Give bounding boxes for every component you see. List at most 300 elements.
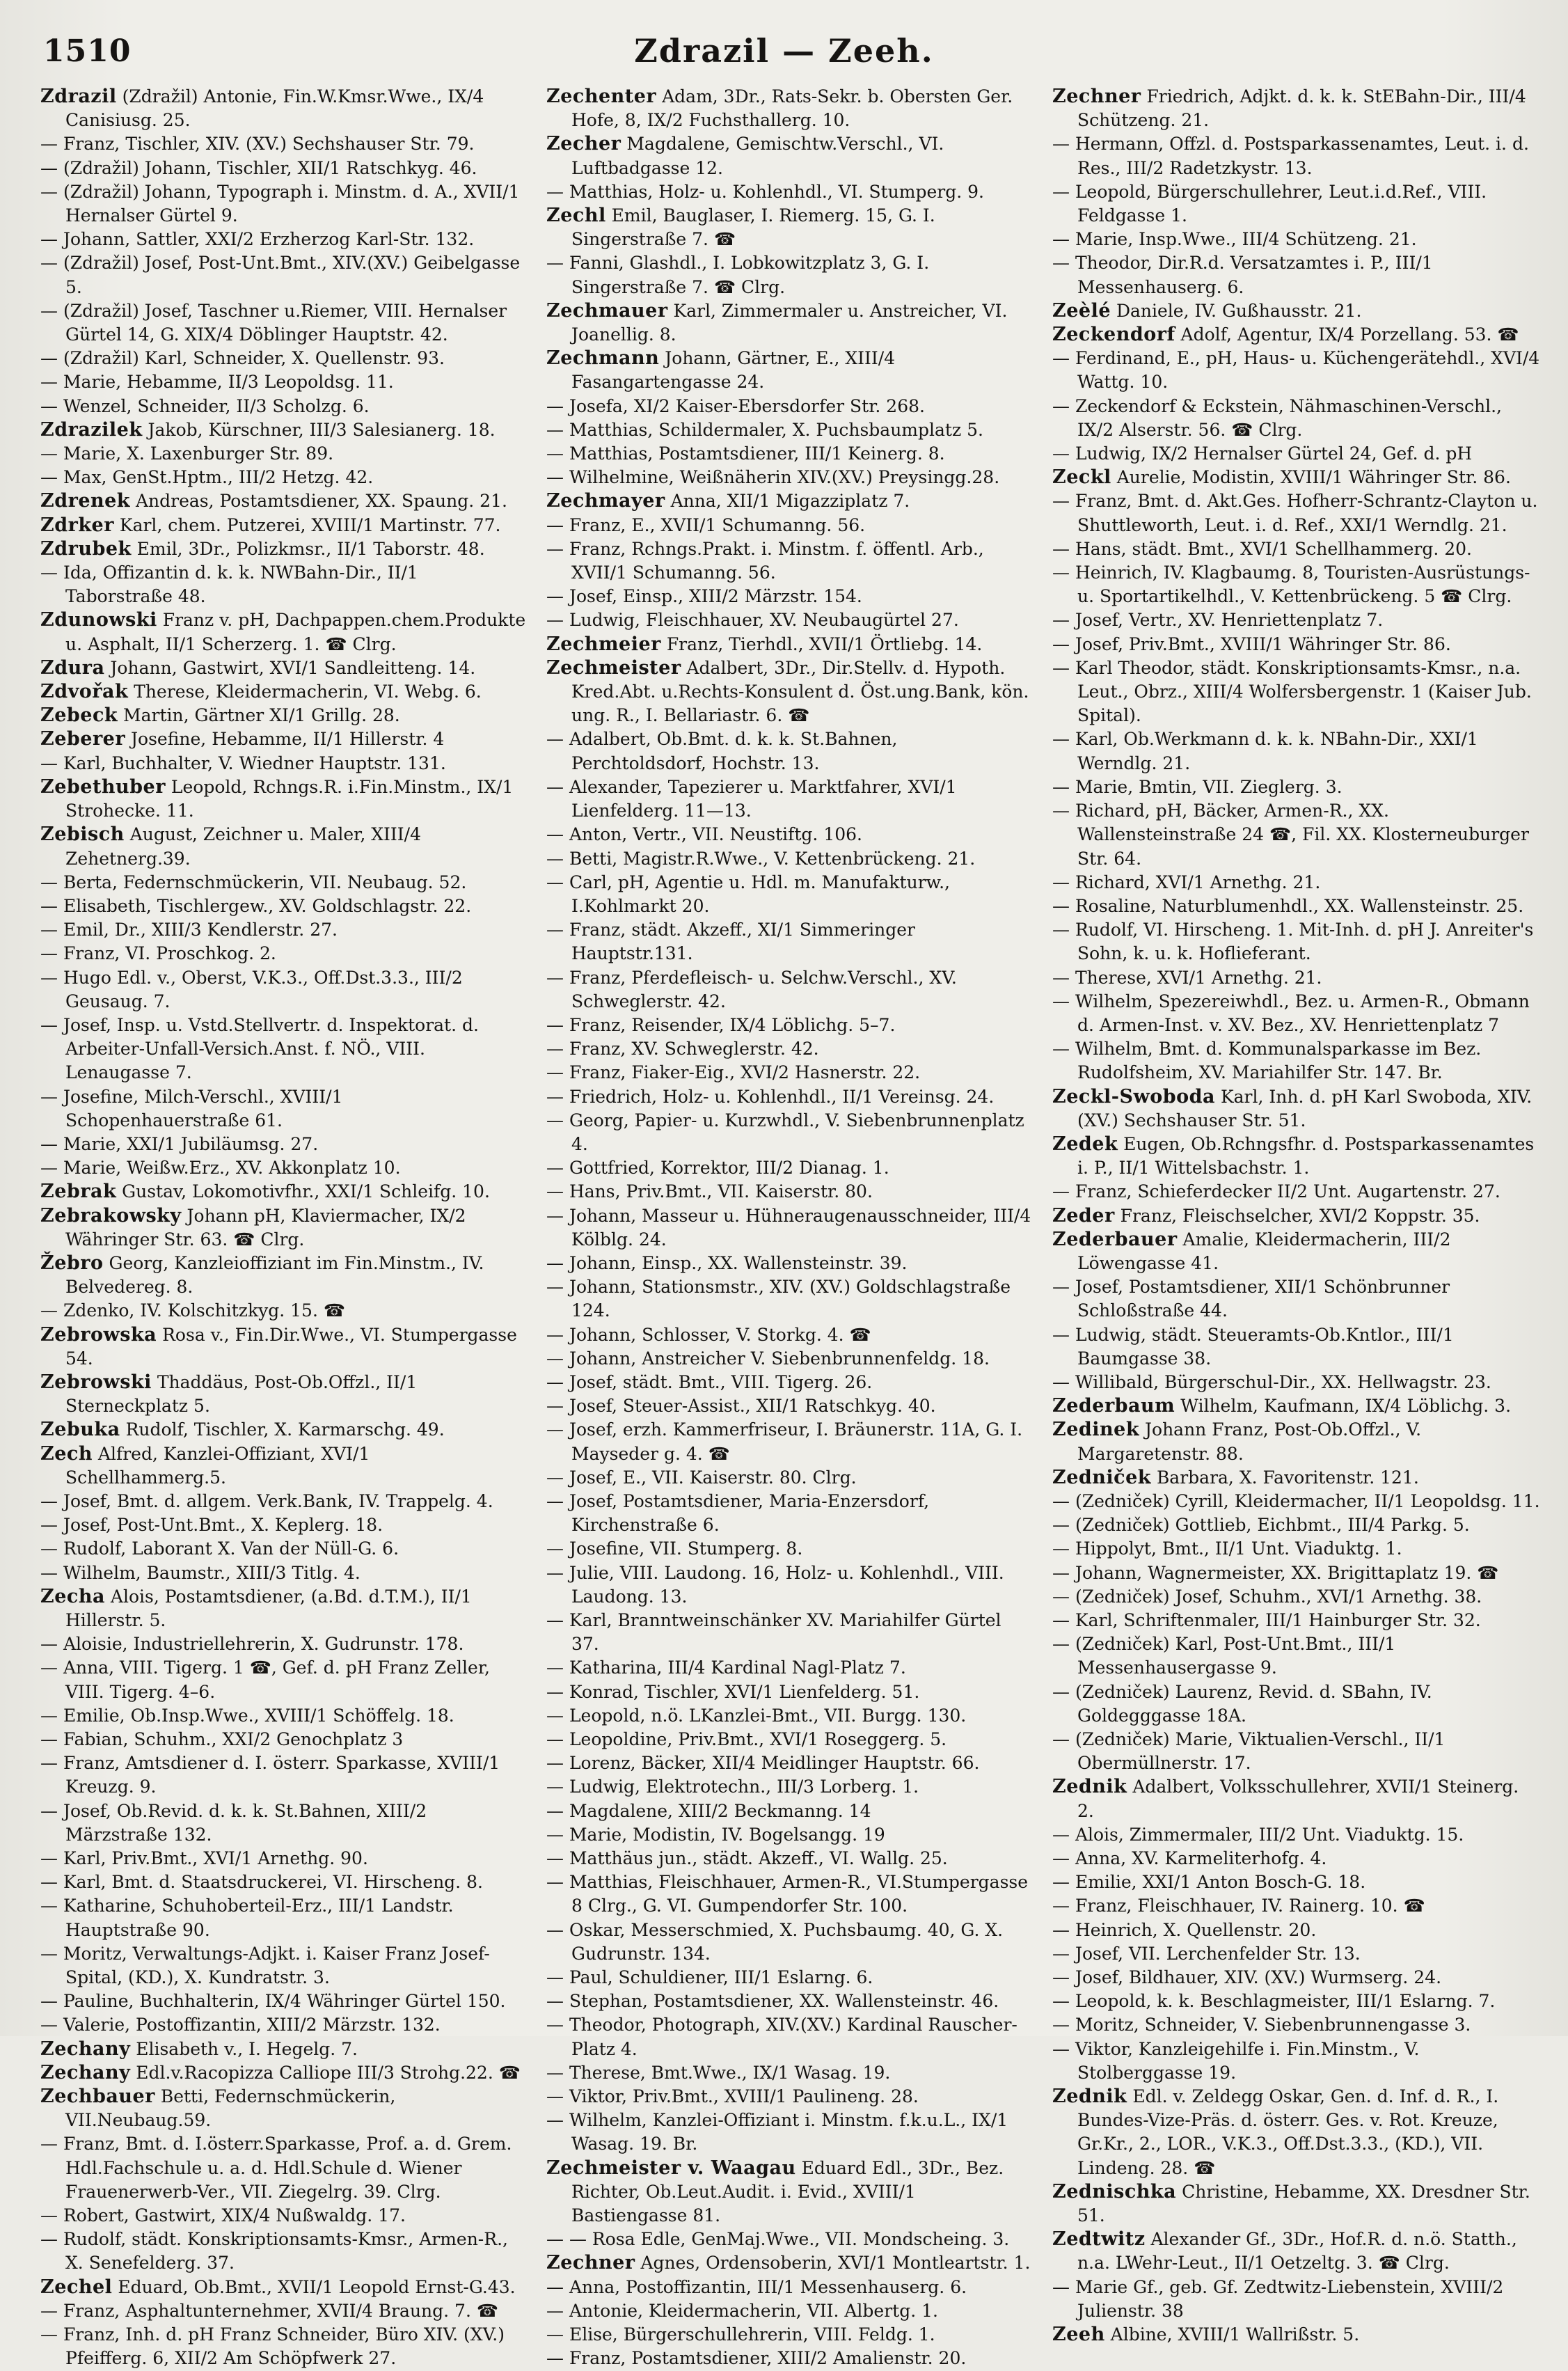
- directory-entry: [40, 85, 528, 132]
- entry-details: — Franz, Asphaltunternehmer, XVII/4 Braung. 7. ☎: [40, 2300, 498, 2321]
- entry-surname: Zeèlé: [1052, 299, 1111, 322]
- directory-entry: [40, 251, 528, 299]
- directory-entry: [40, 895, 528, 918]
- entry-details: — Viktor, Priv.Bmt., XVIII/1 Paulineng. 28.: [546, 2086, 919, 2107]
- directory-entry: [40, 1870, 528, 1894]
- column-3: [1052, 85, 1540, 2346]
- entry-details: Adalbert, 3Dr., Dir.Stellv. d. Hypoth. Kred.Abt. u.Rechts-Konsulent d. Öst.ung.Bank, kön. ung. R., I. Bellariastr. 6. ☎: [571, 657, 1029, 726]
- running-head: Zdrazil — Zeeh.: [634, 32, 934, 70]
- entry-details: — (Zdražil) Karl, Schneider, X. Quellenstr. 93.: [40, 348, 445, 369]
- entry-surname: Zebisch: [40, 824, 125, 846]
- entry-details: — Johann, Stationsmstr., XIV. (XV.) Goldschlagstraße 124.: [546, 1277, 1011, 1321]
- entry-details: Andreas, Postamtsdiener, XX. Spaung. 21.: [135, 491, 507, 512]
- entry-surname: Zeder: [1052, 1204, 1115, 1227]
- entry-surname: Zechenter: [546, 86, 657, 107]
- page-number: 1510: [43, 33, 132, 69]
- directory-entry: [546, 1656, 1034, 1680]
- entry-surname: Zdunowski: [40, 609, 157, 631]
- entry-details: Albine, XVIII/1 Wallrißstr. 5.: [1110, 2324, 1360, 2345]
- entry-details: — Ferdinand, E., pH, Haus- u. Küchengerätehdl., XVI/4 Wattg. 10.: [1052, 348, 1540, 393]
- entry-details: — Julie, VIII. Laudong. 16, Holz- u. Kohlenhdl., VIII. Laudong. 13.: [546, 1562, 1004, 1607]
- directory-entry: [40, 2276, 528, 2299]
- entry-details: Franz, Fleischselcher, XVI/2 Koppstr. 35.: [1120, 1205, 1480, 1226]
- directory-entry: [40, 1942, 528, 1990]
- directory-entry: [1052, 1490, 1540, 1513]
- entry-details: — Marie, Insp.Wwe., III/4 Schützeng. 21.: [1052, 229, 1417, 250]
- directory-entry: [1052, 466, 1540, 489]
- entry-details: Karl, chem. Putzerei, XVIII/1 Martinstr. 77.: [119, 514, 501, 535]
- entry-surname: Zechany: [40, 2061, 131, 2084]
- entry-details: — Georg, Papier- u. Kurzwhdl., V. Siebenbrunnenplatz 4.: [546, 1110, 1024, 1154]
- directory-entry: [546, 489, 1034, 513]
- entry-surname: Zechmeier: [546, 633, 661, 655]
- directory-entry: [546, 442, 1034, 466]
- directory-entry: [40, 966, 528, 1014]
- entry-details: — Katharina, III/4 Kardinal Nagl-Platz 7.: [546, 1657, 906, 1678]
- entry-surname: Zeeh: [1052, 2324, 1105, 2346]
- directory-entry: [40, 2323, 528, 2370]
- directory-entry: [546, 1275, 1034, 1323]
- entry-details: — Josef, erzh. Kammerfriseur, I. Bräunerstr. 11A, G. I. Mayseder g. 4. ☎: [546, 1419, 1023, 1464]
- entry-details: — Franz, Bmt. d. Akt.Ges. Hofherr-Schrantz-Clayton u. Shuttleworth, Leut. i. d. Ref., XXI/1 Werndlg. 21.: [1052, 491, 1538, 535]
- directory-entry: [40, 1561, 528, 1585]
- entry-details: — Lorenz, Bäcker, XII/4 Meidlinger Hauptstr. 66.: [546, 1753, 980, 1774]
- entry-details: — Josef, Priv.Bmt., XVIII/1 Währinger Str. 86.: [1052, 633, 1451, 654]
- entry-surname: Zechl: [546, 205, 606, 227]
- entry-details: — Leopold, k. k. Beschlagmeister, III/1 Eslarng. 7.: [1052, 1991, 1496, 2012]
- entry-details: — Emilie, XXI/1 Anton Bosch-G. 18.: [1052, 1872, 1366, 1893]
- directory-entry: [1052, 561, 1540, 608]
- entry-details: — Aloisie, Industriellehrerin, X. Gudrunstr. 178.: [40, 1634, 464, 1655]
- entry-surname: Zeckl: [1052, 466, 1111, 489]
- entry-details: — (Zedniček) Josef, Schuhm., XVI/1 Arnethg. 38.: [1052, 1586, 1482, 1607]
- entry-surname: Zecher: [546, 133, 621, 155]
- entry-details: — Marie, Modistin, IV. Bogelsangg. 19: [546, 1824, 885, 1845]
- directory-entry: [40, 1990, 528, 2013]
- directory-entry: [1052, 323, 1540, 347]
- directory-entry: [1052, 2180, 1540, 2228]
- directory-entry: [1052, 633, 1540, 656]
- entry-details: Gustav, Lokomotivfhr., XXI/1 Schleifg. 10.: [122, 1181, 490, 1202]
- directory-entry: [40, 157, 528, 180]
- directory-entry: [546, 1561, 1034, 1609]
- directory-entry: [1052, 2228, 1540, 2275]
- directory-entry: [40, 537, 528, 561]
- entry-surname: Zdvořak: [40, 681, 129, 703]
- entry-surname: Zebrowski: [40, 1371, 152, 1393]
- directory-entry: [1052, 966, 1540, 990]
- entry-details: — Marie, Hebamme, II/3 Leopoldsg. 11.: [40, 372, 394, 393]
- entry-details: Therese, Kleidermacherin, VI. Webg. 6.: [134, 682, 482, 702]
- entry-surname: Zechmann: [546, 347, 660, 370]
- entry-details: — Marie, Bmtin, VII. Zieglerg. 3.: [1052, 776, 1343, 797]
- directory-entry: [1052, 1180, 1540, 1204]
- entry-details: — Betti, Magistr.R.Wwe., V. Kettenbrückeng. 21.: [546, 848, 976, 869]
- entry-surname: Zebrak: [40, 1181, 117, 1203]
- directory-entry: [546, 1728, 1034, 1751]
- directory-entry: [1052, 656, 1540, 728]
- directory-entry: [546, 823, 1034, 846]
- entry-details: — Johann, Masseur u. Hühneraugenausschneider, III/4 Kölblg. 24.: [546, 1205, 1031, 1250]
- entry-details: — Elise, Bürgerschullehrerin, VIII. Feldg. 1.: [546, 2324, 935, 2345]
- entry-details: — Richard, pH, Bäcker, Armen-R., XX. Wallensteinstraße 24 ☎, Fil. XX. Klosterneuburger Str. 64.: [1052, 801, 1529, 869]
- directory-entry: [1052, 2013, 1540, 2037]
- directory-entry: [40, 1632, 528, 1656]
- entry-details: Amalie, Kleidermacherin, III/2 Löwengasse 41.: [1077, 1229, 1451, 1273]
- entry-details: — Karl Theodor, städt. Konskriptionsamts-Kmsr., n.a. Leut., Obrz., XIII/4 Wolfersbergenstr. 1 (Kaiser Jub. Spital).: [1052, 657, 1532, 726]
- entry-surname: Zechmeister v. Waagau: [546, 2157, 796, 2179]
- entry-details: — Hippolyt, Bmt., II/1 Unt. Viaduktg. 1.: [1052, 1538, 1402, 1559]
- directory-entry: [40, 680, 528, 704]
- entry-details: — Franz, Bmt. d. I.österr.Sparkasse, Prof. a. d. Grem. Hdl.Fachschule u. a. d. Hdl.Schule d. Wiener Frauenerwerb-Ver., VII. Ziegelrg. 39. Clrg.: [40, 2134, 512, 2202]
- directory-entry: [1052, 799, 1540, 871]
- entry-surname: Zechner: [546, 2252, 635, 2274]
- entry-details: Leopold, Rchngs.R. i.Fin.Minstm., IX/1 Strohecke. 11.: [65, 776, 514, 821]
- directory-entry: [1052, 299, 1540, 323]
- entry-details: — Josef, städt. Bmt., VIII. Tigerg. 26.: [546, 1371, 873, 1392]
- directory-entry: [40, 871, 528, 895]
- columns: [40, 85, 1540, 2369]
- directory-entry: [40, 1299, 528, 1323]
- directory-entry: [546, 1418, 1034, 1465]
- directory-entry: [40, 752, 528, 775]
- entry-details: — Valerie, Postoffizantin, XIII/2 Märzstr. 132.: [40, 2015, 441, 2035]
- directory-entry: [40, 489, 528, 513]
- entry-details: — Heinrich, X. Quellenstr. 20.: [1052, 1919, 1317, 1940]
- directory-entry: [40, 1156, 528, 1180]
- directory-entry: [40, 2299, 528, 2323]
- directory-entry: [1052, 871, 1540, 895]
- entry-details: — (Zedniček) Cyrill, Kleidermacher, II/1 Leopoldsg. 11.: [1052, 1490, 1540, 1511]
- entry-details: — Josefine, Milch-Verschl., XVIII/1 Schopenhauerstraße 61.: [40, 1086, 343, 1131]
- entry-details: — Ludwig, IX/2 Hernalser Gürtel 24, Gef. d. pH: [1052, 443, 1473, 464]
- entry-details: Josefine, Hebamme, II/1 Hillerstr. 4: [131, 729, 445, 750]
- entry-surname: Zednik: [1052, 1776, 1127, 1798]
- directory-entry: [546, 727, 1034, 775]
- entry-details: Karl, Inh. d. pH Karl Swoboda, XIV. (XV.) Sechshauser Str. 51.: [1077, 1086, 1533, 1131]
- directory-entry: [40, 1418, 528, 1442]
- directory-entry: [40, 561, 528, 608]
- directory-entry: [546, 1799, 1034, 1823]
- entry-details: — Zeckendorf & Eckstein, Nähmaschinen-Verschl., IX/2 Alserstr. 56. ☎ Clrg.: [1052, 395, 1502, 440]
- directory-entry: [40, 1728, 528, 1751]
- directory-entry: [1052, 990, 1540, 1037]
- entry-details: — Therese, XVI/1 Arnethg. 21.: [1052, 967, 1322, 988]
- directory-entry: [1052, 180, 1540, 228]
- entry-details: — Anna, XV. Karmeliterhofg. 4.: [1052, 1848, 1327, 1869]
- directory-entry: [546, 1061, 1034, 1085]
- directory-entry: [546, 608, 1034, 632]
- entry-details: Adalbert, Volksschullehrer, XVII/1 Steinerg. 2.: [1077, 1777, 1519, 1821]
- entry-details: — Leopold, n.ö. LKanzlei-Bmt., VII. Burgg. 130.: [546, 1705, 967, 1726]
- directory-entry: [40, 608, 528, 656]
- entry-details: — Moritz, Verwaltungs-Adjkt. i. Kaiser Franz Josef-Spital, (KD.), X. Kundratstr. 3.: [40, 1943, 490, 1988]
- entry-surname: Zechner: [1052, 86, 1141, 107]
- entry-details: — Matthias, Holz- u. Kohlenhdl., VI. Stumperg. 9.: [546, 181, 984, 202]
- directory-entry: [40, 1490, 528, 1513]
- directory-entry: [546, 180, 1034, 204]
- directory-entry: [1052, 1561, 1540, 1585]
- entry-details: Eduard Edl., 3Dr., Bez. Richter, Ob.Leut.Audit. i. Evid., XVIII/1 Bastiengasse 81.: [571, 2157, 1004, 2226]
- entry-details: — Wilhelm, Baumstr., XIII/3 Titlg. 4.: [40, 1562, 361, 1583]
- directory-entry: [1052, 1323, 1540, 1371]
- directory-entry: [1052, 1894, 1540, 1918]
- directory-entry: [1052, 727, 1540, 775]
- entry-surname: Zedek: [1052, 1133, 1118, 1155]
- entry-details: — Josef, Post-Unt.Bmt., X. Keplerg. 18.: [40, 1515, 383, 1536]
- directory-entry: [546, 251, 1034, 299]
- directory-entry: [40, 228, 528, 251]
- entry-details: — Wilhelm, Spezereiwhdl., Bez. u. Armen-R., Obmann d. Armen-Inst. v. XV. Bez., XV. Henriettenplatz 7: [1052, 991, 1530, 1035]
- entry-details: — Zdenko, IV. Kolschitzkyg. 15. ☎: [40, 1300, 345, 1321]
- entry-details: — Josef, Insp. u. Vstd.Stellvertr. d. Inspektorat. d. Arbeiter-Unfall-Versich.Anst. f. NÖ., VIII. Lenaugasse 7.: [40, 1014, 479, 1083]
- directory-entry: [546, 1037, 1034, 1061]
- entry-details: — Marie, XXI/1 Jubiläumsg. 27.: [40, 1133, 319, 1154]
- directory-entry: [546, 2013, 1034, 2061]
- entry-surname: Zedinek: [1052, 1419, 1140, 1441]
- entry-details: — Josef, Bmt. d. allgem. Verk.Bank, IV. Trappelg. 4.: [40, 1490, 493, 1511]
- entry-details: — Johann, Schlosser, V. Storkg. 4. ☎: [546, 1324, 871, 1345]
- entry-details: — Ludwig, Elektrotechn., III/3 Lorberg. 1.: [546, 1777, 919, 1797]
- entry-details: — (Zdražil) Josef, Post-Unt.Bmt., XIV.(XV.) Geibelgasse 5.: [40, 253, 521, 297]
- directory-entry: [546, 1870, 1034, 1918]
- entry-details: — Adalbert, Ob.Bmt. d. k. k. St.Bahnen, Perchtoldsdorf, Hochstr. 13.: [546, 729, 898, 773]
- entry-details: — Franz, Schieferdecker II/2 Unt. Augartenstr. 27.: [1052, 1181, 1500, 1202]
- directory-entry: [546, 2323, 1034, 2347]
- entry-details: — Franz, städt. Akzeff., XI/1 Simmeringer Hauptstr.131.: [546, 920, 915, 964]
- directory-entry: [546, 2276, 1034, 2299]
- entry-details: — Franz, Tischler, XIV. (XV.) Sechshauser Str. 79.: [40, 134, 475, 155]
- entry-surname: Zederbauer: [1052, 1228, 1178, 1250]
- entry-details: Eduard, Ob.Bmt., XVII/1 Leopold Ernst-G.43.: [118, 2276, 516, 2297]
- entry-details: — Josef, Steuer-Assist., XII/1 Ratschkyg. 40.: [546, 1396, 936, 1417]
- entry-surname: Zebrakowsky: [40, 1204, 182, 1227]
- entry-details: — Robert, Gastwirt, XIX/4 Nußwaldg. 17.: [40, 2205, 406, 2226]
- entry-surname: Zednik: [1052, 2086, 1127, 2108]
- entry-details: — Franz, XV. Schweglerstr. 42.: [546, 1039, 819, 1060]
- entry-details: Agnes, Ordensoberin, XVI/1 Montleartstr. 1.: [640, 2253, 1031, 2274]
- directory-entry: [546, 918, 1034, 966]
- directory-entry: [40, 2038, 528, 2061]
- directory-entry: [1052, 1632, 1540, 1680]
- directory-entry: [40, 1585, 528, 1632]
- entry-details: — (Zdražil) Josef, Taschner u.Riemer, VIII. Hernalser Gürtel 14, G. XIX/4 Döblinger Hauptstr. 42.: [40, 300, 507, 345]
- entry-details: Johann pH, Klaviermacher, IX/2 Währinger Str. 63. ☎ Clrg.: [65, 1205, 466, 1250]
- entry-details: Franz, Tierhdl., XVII/1 Örtliebg. 14.: [666, 633, 983, 654]
- entry-details: — Matthias, Postamtsdiener, III/1 Keinerg. 8.: [546, 443, 945, 464]
- entry-surname: Zdrubek: [40, 537, 132, 560]
- directory-entry: [1052, 2085, 1540, 2180]
- directory-entry: [40, 299, 528, 347]
- directory-entry: [546, 2251, 1034, 2275]
- directory-entry: [40, 1513, 528, 1537]
- directory-entry: [1052, 775, 1540, 799]
- directory-entry: [40, 1847, 528, 1870]
- directory-entry: [40, 1656, 528, 1703]
- directory-entry: [40, 918, 528, 942]
- directory-entry: [546, 1919, 1034, 1966]
- directory-entry: [546, 847, 1034, 871]
- entry-surname: Zech: [40, 1442, 93, 1465]
- entry-details: — Matthäus jun., städt. Akzeff., VI. Wallg. 25.: [546, 1848, 948, 1869]
- entry-details: — Konrad, Tischler, XVI/1 Lienfelderg. 51.: [546, 1681, 920, 1702]
- entry-surname: Zebethuber: [40, 775, 166, 798]
- entry-surname: Zdrker: [40, 514, 114, 536]
- directory-entry: [546, 1609, 1034, 1656]
- entry-details: — Carl, pH, Agentie u. Hdl. m. Manufakturw., I.Kohlmarkt 20.: [546, 872, 950, 916]
- directory-entry: [40, 2204, 528, 2228]
- entry-details: — Ludwig, städt. Steueramts-Ob.Kntlor., III/1 Baumgasse 38.: [1052, 1324, 1454, 1369]
- entry-details: — Emilie, Ob.Insp.Wwe., XVIII/1 Schöffelg. 18.: [40, 1705, 454, 1726]
- entry-details: — Matthias, Schildermaler, X. Puchsbaumplatz 5.: [546, 419, 983, 440]
- directory-entry: [546, 1371, 1034, 1394]
- directory-entry: [40, 442, 528, 466]
- directory-entry: [40, 1371, 528, 1418]
- directory-entry: [1052, 395, 1540, 442]
- entry-details: — Josef, Vertr., XV. Henriettenplatz 7.: [1052, 610, 1384, 631]
- entry-details: — Franz, Fiaker-Eig., XVI/2 Hasnerstr. 22.: [546, 1062, 921, 1083]
- entry-details: — Josef, Ob.Revid. d. k. k. St.Bahnen, XIII/2 Märzstraße 132.: [40, 1800, 427, 1845]
- directory-entry: [40, 418, 528, 442]
- directory-entry: [546, 1180, 1034, 1204]
- entry-details: — Pauline, Buchhalterin, IX/4 Währinger Gürtel 150.: [40, 1991, 506, 2012]
- directory-entry: [1052, 347, 1540, 394]
- directory-entry: [546, 1775, 1034, 1799]
- entry-details: Martin, Gärtner XI/1 Grillg. 28.: [123, 705, 400, 726]
- directory-entry: [40, 1014, 528, 1085]
- directory-entry: [40, 370, 528, 394]
- entry-details: — Moritz, Schneider, V. Siebenbrunnengasse 3.: [1052, 2015, 1471, 2035]
- directory-entry: [1052, 537, 1540, 561]
- entry-details: — Marie, X. Laxenburger Str. 89.: [40, 443, 334, 464]
- directory-entry: [546, 2347, 1034, 2370]
- directory-entry: [40, 514, 528, 537]
- entry-surname: Zechel: [40, 2276, 113, 2298]
- entry-surname: Zednischka: [1052, 2180, 1177, 2203]
- entry-surname: Zecha: [40, 1585, 105, 1607]
- entry-details: Rosa v., Fin.Dir.Wwe., VI. Stumpergasse 54.: [65, 1324, 517, 1369]
- entry-details: — Elisabeth, Tischlergew., XV. Goldschlagstr. 22.: [40, 895, 472, 916]
- entry-details: — Paul, Schuldiener, III/1 Eslarng. 6.: [546, 1967, 873, 1988]
- entry-details: — Matthias, Fleischhauer, Armen-R., VI.Stumpergasse 8 Clrg., G. VI. Gumpendorfer Str. 100.: [546, 1872, 1029, 1916]
- entry-surname: Zebuka: [40, 1419, 120, 1441]
- directory-entry: [40, 395, 528, 418]
- directory-entry: [1052, 1847, 1540, 1870]
- directory-entry: [1052, 1228, 1540, 1275]
- directory-entry: [546, 2299, 1034, 2323]
- entry-surname: Zechmeister: [546, 656, 681, 679]
- entry-details: — Karl, Ob.Werkmann d. k. k. NBahn-Dir., XXI/1 Werndlg. 21.: [1052, 729, 1478, 773]
- entry-details: — Josefine, VII. Stumperg. 8.: [546, 1538, 803, 1559]
- entry-details: — Franz, Pferdefleisch- u. Selchw.Verschl., XV. Schweglerstr. 42.: [546, 967, 957, 1011]
- directory-entry: [1052, 1037, 1540, 1085]
- directory-entry: [1052, 1133, 1540, 1180]
- entry-details: — Johann, Anstreicher V. Siebenbrunnenfeldg. 18.: [546, 1348, 990, 1369]
- directory-entry: [546, 1537, 1034, 1561]
- entry-details: — Rosaline, Naturblumenhdl., XX. Wallensteinstr. 25.: [1052, 895, 1524, 916]
- entry-details: Edl. v. Zeldegg Oskar, Gen. d. Inf. d. R., I. Bundes-Vize-Präs. d. österr. Ges. v. Rot. Kreuze, Gr.Kr., 2., LOR., V.K.3., Off.Dst.3.3., (KD.), VII. Lindeng. 28. ☎: [1077, 2086, 1499, 2178]
- entry-details: Daniele, IV. Gußhausstr. 21.: [1116, 300, 1362, 321]
- entry-details: — Theodor, Dir.R.d. Versatzamtes i. P., III/1 Messenhauserg. 6.: [1052, 253, 1433, 297]
- entry-details: — Josefa, XI/2 Kaiser-Ebersdorfer Str. 268.: [546, 395, 925, 416]
- entry-details: (Zdražil) Antonie, Fin.W.Kmsr.Wwe., IX/4 Canisiusg. 25.: [65, 86, 484, 131]
- directory-entry: [40, 2061, 528, 2085]
- directory-entry: [546, 1990, 1034, 2013]
- entry-details: — (Zedniček) Marie, Viktualien-Verschl., II/1 Obermüllnerstr. 17.: [1052, 1729, 1446, 1774]
- directory-entry: [40, 2132, 528, 2204]
- entry-surname: Žebro: [40, 1252, 104, 1274]
- entry-surname: Zebeck: [40, 704, 118, 727]
- directory-entry: [546, 1156, 1034, 1180]
- entry-details: Emil, Bauglaser, I. Riemerg. 15, G. I. Singerstraße 7. ☎: [571, 205, 935, 250]
- directory-entry: [546, 1466, 1034, 1490]
- entry-details: Friedrich, Adjkt. d. k. k. StEBahn-Dir., III/4 Schützeng. 21.: [1077, 86, 1526, 131]
- directory-entry: [546, 1966, 1034, 1990]
- directory-entry: [546, 537, 1034, 585]
- entry-details: — Josef, VII. Lerchenfelder Str. 13.: [1052, 1943, 1361, 1964]
- entry-details: — Ludwig, Fleischhauer, XV. Neubaugürtel 27.: [546, 610, 959, 631]
- entry-surname: Zedniček: [1052, 1466, 1151, 1488]
- entry-surname: Zdura: [40, 656, 105, 679]
- entry-details: — Karl, Schriftenmaler, III/1 Hainburger Str. 32.: [1052, 1610, 1481, 1630]
- entry-details: — Wenzel, Schneider, II/3 Scholzg. 6.: [40, 395, 370, 416]
- directory-entry: [40, 942, 528, 966]
- entry-details: — Richard, XVI/1 Arnethg. 21.: [1052, 872, 1321, 892]
- entry-details: — Heinrich, IV. Klagbaumg. 8, Touristen-Ausrüstungs- u. Sportartikelhdl., V. Kettenbrückeng. 5 ☎ Clrg.: [1052, 562, 1530, 607]
- directory-entry: [1052, 1275, 1540, 1323]
- entry-details: — Franz, Reisender, IX/4 Löblichg. 5–7.: [546, 1014, 896, 1035]
- entry-details: — Max, GenSt.Hptm., III/2 Hetzg. 42.: [40, 467, 374, 488]
- entry-details: Adolf, Agentur, IX/4 Porzellang. 53. ☎: [1180, 324, 1519, 345]
- entry-details: — Emil, Dr., XIII/3 Kendlerstr. 27.: [40, 920, 338, 940]
- entry-details: Betti, Federnschmückerin, VII.Neubaug.59.: [65, 2086, 396, 2131]
- directory-entry: [546, 132, 1034, 180]
- entry-details: — Fabian, Schuhm., XXI/2 Genochplatz 3: [40, 1729, 404, 1750]
- directory-entry: [1052, 1990, 1540, 2013]
- directory-entry: [1052, 1394, 1540, 1418]
- directory-entry: [546, 1823, 1034, 1847]
- entry-details: — Franz, Inh. d. pH Franz Schneider, Büro XIV. (XV.) Pfeifferg. 6, XII/2 Am Schöpfwerk 27.: [40, 2324, 505, 2369]
- directory-entry: [546, 1751, 1034, 1775]
- entry-details: — (Zedniček) Gottlieb, Eichbmt., III/4 Parkg. 5.: [1052, 1515, 1470, 1536]
- entry-details: — Viktor, Kanzleigehilfe i. Fin.Minstm., V. Stolberggasse 19.: [1052, 2038, 1420, 2083]
- directory-entry: [1052, 489, 1540, 537]
- entry-details: — Anton, Vertr., VII. Neustiftg. 106.: [546, 824, 862, 845]
- directory-entry: [546, 1323, 1034, 1347]
- entry-details: — (Zdražil) Johann, Typograph i. Minstm. d. A., XVII/1 Hernalser Gürtel 9.: [40, 181, 520, 226]
- entry-details: — Josef, Einsp., XIII/2 Märzstr. 154.: [546, 586, 862, 607]
- entry-details: — Franz, Rchngs.Prakt. i. Minstm. f. öffentl. Arb., XVII/1 Schumanng. 56.: [546, 538, 984, 583]
- entry-details: Johann, Gärtner, E., XIII/4 Fasangartengasse 24.: [571, 348, 896, 393]
- entry-details: Adam, 3Dr., Rats-Sekr. b. Obersten Ger. Hofe, 8, IX/2 Fuchsthallerg. 10.: [571, 86, 1013, 131]
- entry-surname: Zeckendorf: [1052, 324, 1175, 346]
- entry-details: — Josef, Postamtsdiener, XII/1 Schönbrunner Schloßstraße 44.: [1052, 1277, 1450, 1321]
- entry-details: — Leopoldine, Priv.Bmt., XVI/1 Roseggerg. 5.: [546, 1729, 947, 1750]
- entry-details: — Marie, Weißw.Erz., XV. Akkonplatz 10.: [40, 1158, 401, 1179]
- entry-details: Christine, Hebamme, XX. Dresdner Str. 51.: [1077, 2181, 1530, 2226]
- entry-details: — Franz, Fleischhauer, IV. Rainerg. 10. ☎: [1052, 1896, 1425, 1916]
- entry-details: — Wilhelm, Kanzlei-Offiziant i. Minstm. f.k.u.L., IX/1 Wasag. 19. Br.: [546, 2110, 1008, 2155]
- entry-details: — — Rosa Edle, GenMaj.Wwe., VII. Mondscheing. 3.: [546, 2229, 1010, 2250]
- directory-entry: [1052, 2323, 1540, 2347]
- entry-details: Wilhelm, Kaufmann, IX/4 Löblichg. 3.: [1180, 1396, 1512, 1417]
- directory-entry: [1052, 2038, 1540, 2085]
- entry-surname: Zdrenek: [40, 490, 131, 512]
- directory-entry: [546, 1252, 1034, 1275]
- directory-entry: [546, 1204, 1034, 1252]
- directory-entry: [546, 395, 1034, 418]
- directory-entry: [546, 2228, 1034, 2251]
